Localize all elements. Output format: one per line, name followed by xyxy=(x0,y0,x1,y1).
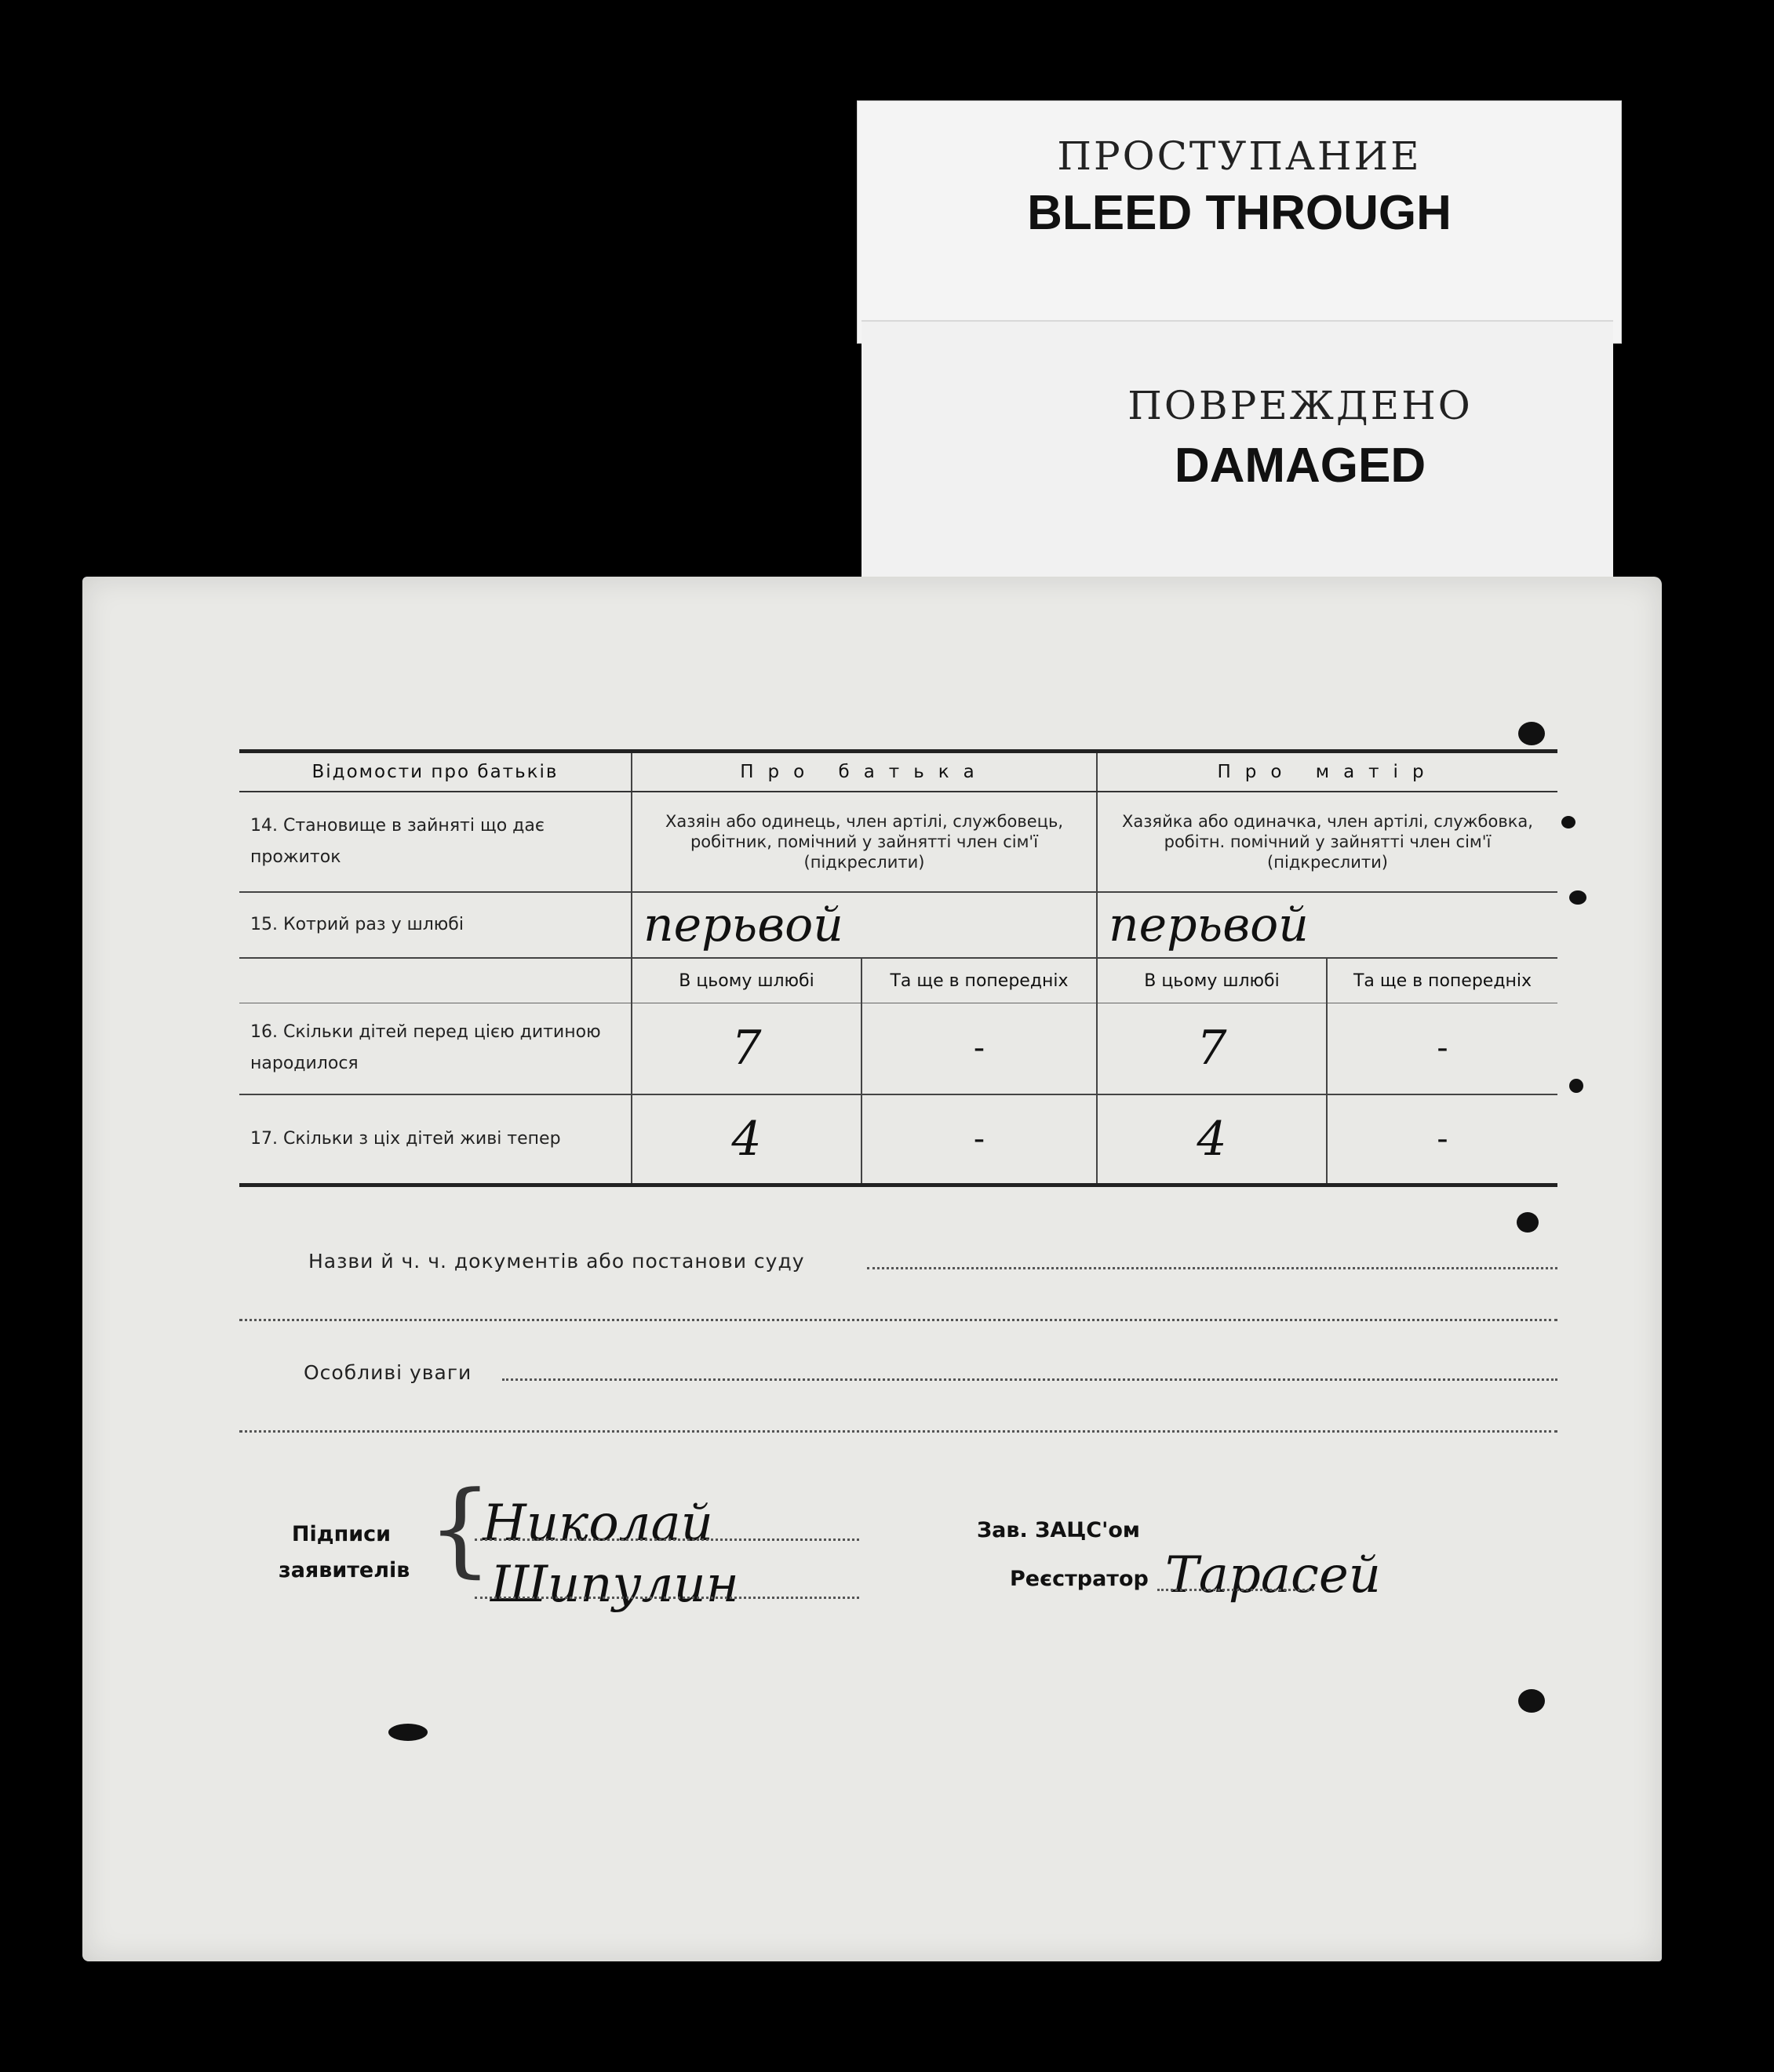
damaged-en: DAMAGED xyxy=(1174,439,1426,493)
row-16-label: 16. Скільки дітей перед цією дитиною народилося xyxy=(239,1003,632,1094)
sub-header-blank xyxy=(239,958,632,1003)
registrar-signature-line[interactable] xyxy=(1157,1589,1314,1591)
signature-brace: { xyxy=(428,1469,493,1588)
notes-line[interactable] xyxy=(502,1378,1557,1381)
row-14-mother: Хазяйка або одиначка, член артілі, службовка, робітн. помічний у зайнятті член сім'ї (підкреслити) xyxy=(1097,792,1557,892)
damaged-ru: ПОВРЕЖДЕНО xyxy=(1127,383,1473,428)
sub-header-father-this: В цьому шлюбі xyxy=(632,958,862,1003)
header-parents-info: Відомости про батьків xyxy=(239,752,632,792)
row-15-mother-value: перьвой xyxy=(1097,892,1557,958)
punch-hole xyxy=(1561,816,1575,828)
damaged-card xyxy=(862,320,1613,581)
row-16-father-prev: - xyxy=(862,1003,1097,1094)
row-17-father-this: 4 xyxy=(632,1094,862,1185)
row-17-father-prev: - xyxy=(862,1094,1097,1185)
document-page xyxy=(82,577,1662,1961)
stain-mark xyxy=(388,1724,428,1741)
punch-hole xyxy=(1517,1212,1539,1233)
row-14-father: Хазяін або одинець, член артілі, службовець, робітник, помічний у зайнятті член сім'ї (підкреслити) xyxy=(632,792,1097,892)
registrar-label: Реєстратор xyxy=(1010,1567,1149,1591)
punch-hole xyxy=(1569,1079,1583,1093)
documents-label: Назви й ч. ч. документів або постанови суду xyxy=(308,1250,805,1273)
parents-info-table xyxy=(239,749,1557,1187)
applicant-signature-line-2[interactable] xyxy=(475,1597,859,1599)
notes-label: Особливі уваги xyxy=(304,1361,472,1384)
documents-line[interactable] xyxy=(867,1267,1557,1269)
row-16-father-this: 7 xyxy=(632,1003,862,1094)
row-17-mother-prev: - xyxy=(1327,1094,1557,1185)
notes-line-2[interactable] xyxy=(239,1430,1557,1433)
applicant-signature-line-1[interactable] xyxy=(475,1539,859,1541)
applicants-label-line-2: заявителів xyxy=(279,1558,410,1582)
sub-header-father-prev: Та ще в попередніх xyxy=(862,958,1097,1003)
zags-head-label: Зав. ЗАЦС'ом xyxy=(977,1518,1140,1542)
bleed-through-card xyxy=(857,100,1622,344)
bleed-through-ru: ПРОСТУПАНИЕ xyxy=(1057,133,1422,179)
punch-hole xyxy=(1518,1689,1545,1713)
applicant-signature-2: Шипулин xyxy=(490,1556,739,1614)
applicants-label-line-1: Підписи xyxy=(291,1522,392,1546)
header-mother: Про матір xyxy=(1097,752,1557,792)
row-17-mother-this: 4 xyxy=(1097,1094,1327,1185)
row-17-label: 17. Скільки з ціх дітей живі тепер xyxy=(250,1128,561,1149)
punch-hole xyxy=(1569,890,1586,905)
row-14-label: 14. Становище в зайняті що дає прожиток xyxy=(239,792,632,892)
documents-line-2[interactable] xyxy=(239,1319,1557,1321)
bleed-through-en: BLEED THROUGH xyxy=(1027,186,1452,240)
row-16-mother-prev: - xyxy=(1327,1003,1557,1094)
punch-hole xyxy=(1518,722,1545,745)
applicant-signature-1: Николай xyxy=(483,1495,713,1553)
row-16-mother-this: 7 xyxy=(1097,1003,1327,1094)
sub-header-mother-prev: Та ще в попередніх xyxy=(1327,958,1557,1003)
sub-header-mother-this: В цьому шлюбі xyxy=(1097,958,1327,1003)
registrar-signature: Тарасей xyxy=(1165,1546,1381,1604)
applicants-label xyxy=(279,1517,410,1589)
header-father: Про батька xyxy=(632,752,1097,792)
row-15-label: 15. Котрий раз у шлюбі xyxy=(239,892,632,958)
row-15-father-value: перьвой xyxy=(632,892,1097,958)
